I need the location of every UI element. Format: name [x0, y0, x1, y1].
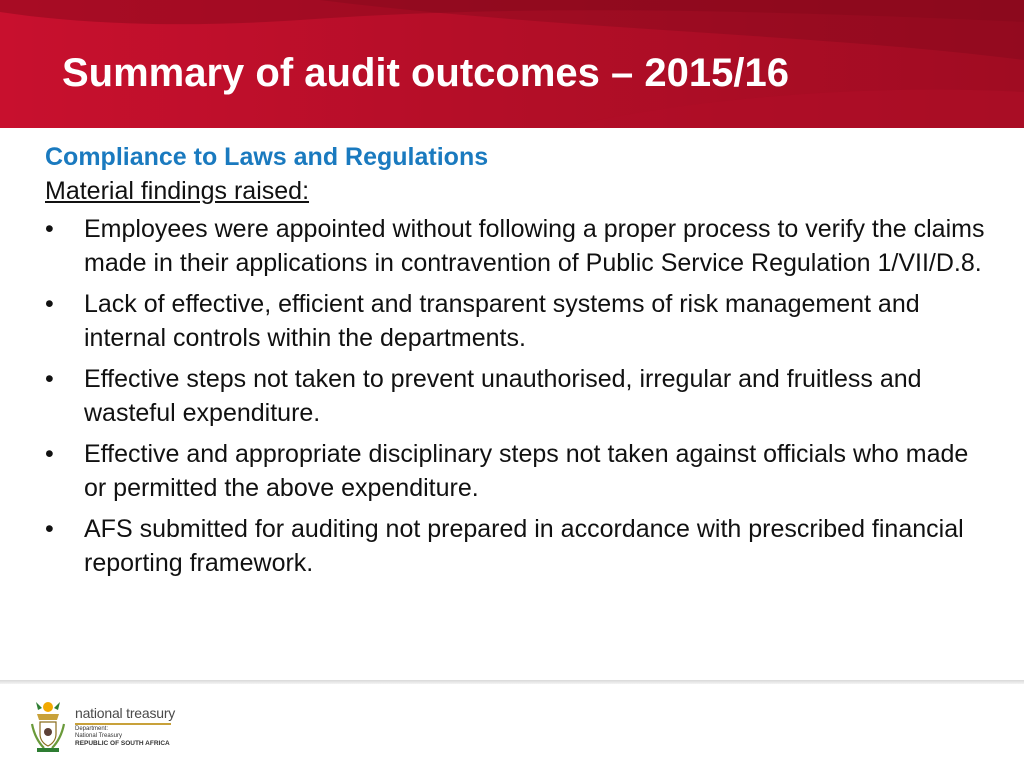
- department-name: National Treasury: [75, 733, 123, 739]
- list-item: [45, 437, 990, 505]
- brand-underline: [75, 723, 171, 725]
- brand-name: national treasury: [75, 705, 176, 721]
- bullet-marker: •: [45, 515, 54, 543]
- department-label: Department:: [75, 726, 109, 732]
- finding-text: Lack of effective, efficient and transparent systems of risk management and internal controls within the departments.: [84, 290, 920, 352]
- coat-of-arms-icon: [28, 698, 68, 754]
- finding-text: Employees were appointed without following a proper process to verify the claims made in their applications in contravention of Public Service Regulation 1/VII/D.8.: [84, 215, 985, 277]
- bullet-marker: •: [45, 290, 54, 318]
- header-banner: [0, 0, 1024, 128]
- finding-text: Effective and appropriate disciplinary steps not taken against officials who made or permitted the above expenditure.: [84, 440, 969, 502]
- finding-text: AFS submitted for auditing not prepared in accordance with prescribed financial reporting framework.: [84, 515, 964, 577]
- list-item: [45, 512, 990, 580]
- bullet-marker: •: [45, 215, 54, 243]
- page-title: Summary of audit outcomes – 2015/16: [62, 51, 789, 95]
- national-treasury-logo: [28, 698, 188, 754]
- section-heading: Compliance to Laws and Regulations: [45, 143, 489, 171]
- findings-list: [45, 212, 990, 580]
- findings-subheading: Material findings raised:: [45, 177, 310, 205]
- finding-text: Effective steps not taken to prevent unauthorised, irregular and fruitless and wasteful expenditure.: [84, 365, 922, 427]
- list-item: [45, 212, 990, 280]
- slide-content: [45, 140, 990, 587]
- bullet-marker: •: [45, 365, 54, 393]
- bullet-marker: •: [45, 440, 54, 468]
- footer-divider: [0, 680, 1024, 684]
- country-name: REPUBLIC OF SOUTH AFRICA: [75, 740, 170, 747]
- list-item: [45, 362, 990, 430]
- list-item: [45, 287, 990, 355]
